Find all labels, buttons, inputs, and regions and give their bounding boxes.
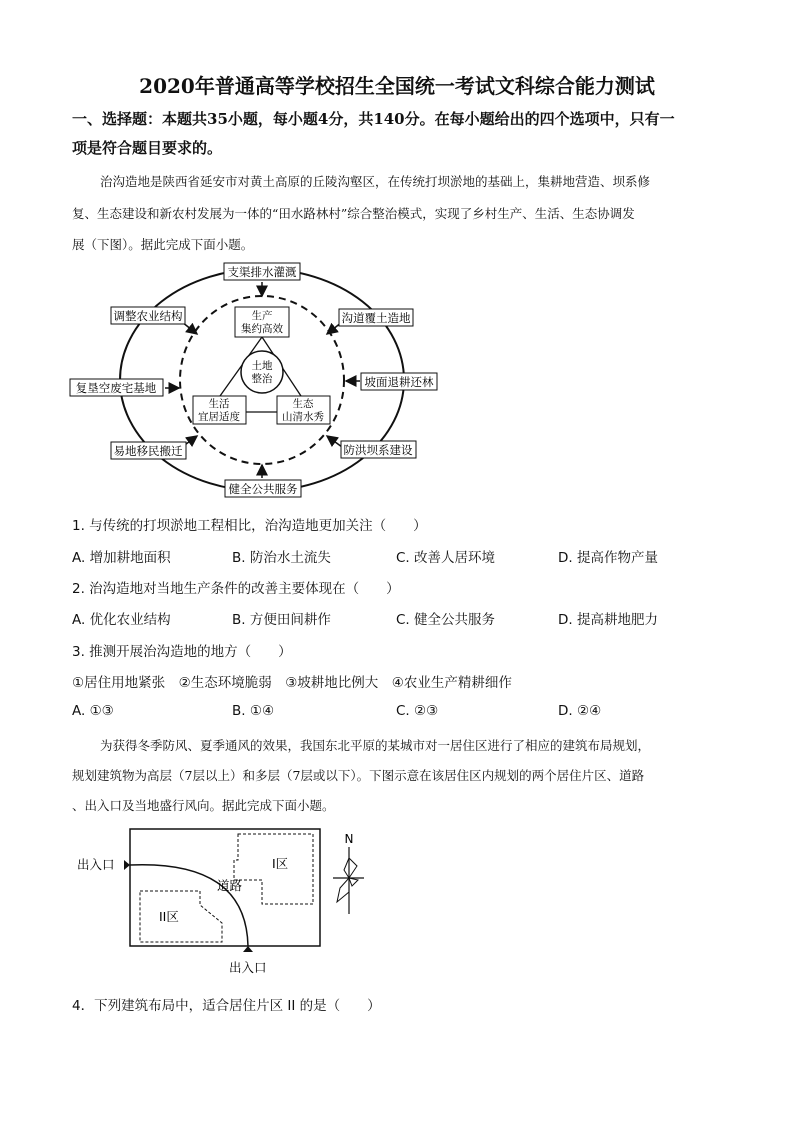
label-public-service: 健全公共服务	[228, 482, 298, 496]
q3-option-b[interactable]: B. ①④	[232, 703, 275, 719]
label-box-upper-left	[111, 307, 185, 324]
land-consolidation-diagram	[60, 255, 460, 505]
ecology-desc: 山清水秀	[282, 411, 324, 423]
label-irrigation: 支渠排水灌溉	[227, 265, 297, 279]
entrance-left-marker	[124, 860, 130, 870]
q2-option-d[interactable]: D. 提高耕地肥力	[558, 612, 658, 628]
question-3-statements: ①居住用地紧张 ②生态环境脆弱 ③坡耕地比例大 ④农业生产精耕细作	[72, 675, 512, 691]
q1-option-d[interactable]: D. 提高作物产量	[558, 550, 658, 566]
life-desc: 宜居适度	[198, 411, 240, 423]
q1-option-c[interactable]: C. 改善人居环境	[396, 550, 496, 566]
production-box	[235, 307, 289, 337]
passage2-line2: 规划建筑物为高层（7层以上）和多层（7层或以下）。下图示意在该居住区内规划的两个居住片区、道路	[72, 768, 645, 783]
section-heading-line2: 项是符合题目要求的。	[72, 139, 223, 157]
center-label-1: 土地	[251, 360, 273, 372]
life-box	[193, 396, 246, 424]
center-label-2: 整治	[251, 373, 273, 385]
label-box-top	[224, 263, 300, 280]
label-relocation: 易地移民搬迁	[113, 444, 183, 458]
q3-option-c[interactable]: C. ②③	[396, 703, 439, 719]
label-flood-dam: 防洪坝系建设	[343, 443, 413, 457]
q2-option-a[interactable]: A. 优化农业结构	[72, 612, 171, 628]
q2-option-b[interactable]: B. 方便田间耕作	[232, 612, 331, 628]
label-reclaim-homestead: 复垦空废宅基地	[75, 381, 157, 395]
zone-2-label: II区	[159, 909, 179, 924]
label-return-forest: 坡面退耕还林	[364, 375, 434, 389]
production-desc: 集约高效	[241, 323, 283, 335]
passage1-line1: 治沟造地是陕西省延安市对黄土高原的丘陵沟壑区，在传统打坝淤地的基础上，集耕地营造、坝系修	[100, 174, 651, 189]
label-box-lower-right	[341, 441, 416, 458]
label-adjust-agriculture: 调整农业结构	[113, 309, 183, 323]
question-2-stem: 2. 治沟造地对当地生产条件的改善主要体现在（ ）	[72, 581, 400, 597]
north-label: N	[344, 832, 354, 846]
question-4-stem: 4．下列建筑布局中，适合居住片区 II 的是（ ）	[72, 998, 381, 1014]
label-box-right	[361, 373, 437, 390]
passage2-line3: 、出入口及当地盛行风向。据此完成下面小题。	[72, 798, 335, 813]
entrance-bottom-marker	[243, 946, 253, 952]
label-box-bottom	[225, 480, 301, 497]
q3-option-a[interactable]: A. ①③	[72, 703, 114, 719]
q1-option-a[interactable]: A. 增加耕地面积	[72, 550, 171, 566]
entrance-bottom-label: 出入口	[229, 960, 267, 975]
residential-area-map	[70, 820, 380, 980]
page-title: 2020年普通高等学校招生全国统一考试文科综合能力测试	[139, 74, 655, 98]
road-label: 道路	[217, 878, 243, 893]
ecology-box	[277, 396, 330, 424]
label-box-lower-left	[111, 442, 186, 459]
label-box-left	[70, 379, 163, 396]
passage1-line2: 复、生态建设和新农村发展为一体的“田水路林村”综合整治模式，实现了乡村生产、生活、生态协调发	[72, 206, 635, 221]
ecology-title: 生态	[292, 398, 314, 410]
question-1-stem: 1. 与传统的打坝淤地工程相比，治沟造地更加关注（ ）	[72, 518, 427, 534]
q3-option-d[interactable]: D. ②④	[558, 703, 602, 719]
north-arrow-wind-rose	[333, 832, 364, 914]
center-circle	[241, 351, 283, 393]
q1-option-b[interactable]: B. 防治水土流失	[232, 550, 331, 566]
life-title: 生活	[208, 398, 230, 410]
label-box-upper-right	[339, 309, 413, 326]
production-title: 生产	[251, 310, 273, 322]
q2-option-c[interactable]: C. 健全公共服务	[396, 612, 496, 628]
zone-1-label: I区	[272, 856, 289, 871]
section-heading-line1: 一、选择题：本题共35小题，每小题4分，共140分。在每小题给出的四个选项中，只有一	[72, 110, 675, 128]
passage1-line3: 展（下图）。据此完成下面小题。	[72, 237, 254, 252]
entrance-left-label: 出入口	[77, 857, 115, 872]
question-3-stem: 3. 推测开展治沟造地的地方（ ）	[72, 644, 292, 660]
passage2-line1: 为获得冬季防风、夏季通风的效果，我国东北平原的某城市对一居住区进行了相应的建筑布局规划，	[100, 738, 651, 753]
label-gully-land: 沟道覆土造地	[341, 311, 411, 325]
